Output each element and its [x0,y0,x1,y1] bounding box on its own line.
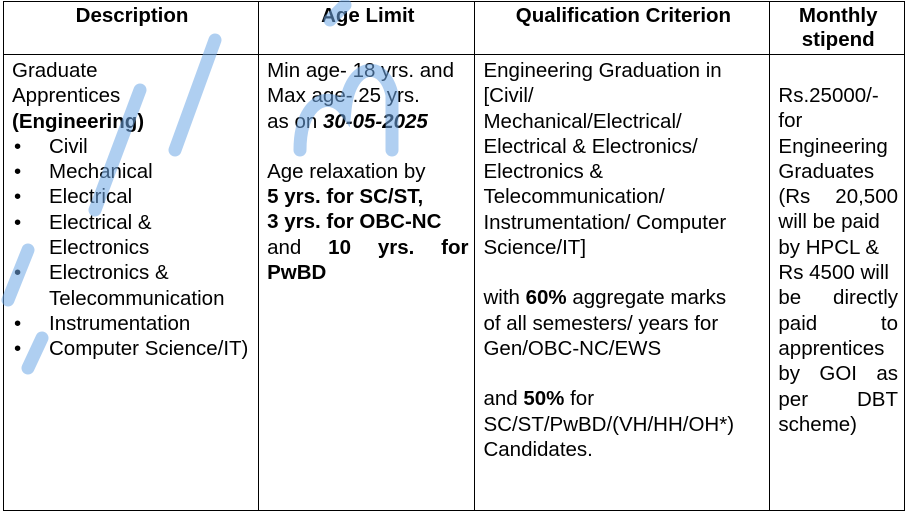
stipend-line: for [778,109,803,133]
age-max: Max age-.25 yrs. [267,84,420,108]
eligibility-table [3,1,905,511]
stipend-line: (Rs 20,500 [778,185,898,209]
header-qualification: Qualification Criterion [475,2,770,55]
qual-line6: Telecommunication/ [483,185,665,209]
qual-marks-line3: Gen/OBC-NC/EWS [483,336,662,360]
qual-line4: Electrical & Electronics/ [483,134,698,158]
stipend-line: by HPCL & [778,235,880,259]
qual-marks-reserved [483,386,763,411]
age-relax-pwbd [267,235,468,260]
age-relax-and: and [267,235,302,259]
qual-for-text: for [564,387,595,411]
description-category: (Engineering) [12,109,145,133]
branch-item: • Electronics & Telecommunication [12,260,252,311]
qual-pct-50: 50% [523,387,565,411]
age-min: Min age- 18 yrs. and [267,59,454,82]
header-description: Description [4,2,259,55]
qual-line8: Science/IT] [483,236,587,260]
qual-line5: Electronics & [483,160,604,184]
branch-item: • Computer Science/IT) [12,336,252,361]
qual-reserved-line3: Candidates. [483,437,593,461]
age-limit-cell [259,55,475,511]
stipend-line: per DBT [778,387,898,411]
age-relax-intro: Age relaxation by [267,159,426,183]
header-stipend: Monthly stipend [770,2,905,55]
branch-item: • Mechanical [12,159,252,184]
description-line1: Graduate [12,59,98,82]
age-relax-pwbd-cat: PwBD [267,261,327,285]
qual-line7: Instrumentation/ Computer [483,210,727,234]
stipend-line: by GOI as [778,362,898,386]
description-cell [4,55,259,511]
age-as-on-prefix: as on [267,109,323,133]
header-row [4,2,905,55]
qual-pct-60: 60% [525,286,567,310]
branch-item: • Civil [12,134,252,159]
age-relax-obc: 3 yrs. for OBC-NC [267,210,442,234]
qualification-cell [475,55,770,511]
description-line2: Apprentices [12,84,121,108]
age-relax-sc-st: 5 yrs. for SC/ST, [267,185,424,209]
age-as-on-date: 30-05-2025 [322,109,428,133]
stipend-line: will be paid [778,210,880,234]
stipend-line: be directly [778,286,898,310]
qual-line3: Mechanical/Electrical/ [483,109,682,133]
branch-item: • Electrical & Electronics [12,210,252,261]
qual-line1: Engineering Graduation in [483,59,722,82]
branch-list [12,134,252,362]
stipend-line: scheme) [778,412,858,436]
stipend-line: Rs.25000/- [778,84,879,107]
stipend-cell [770,55,905,511]
stipend-line: Graduates [778,159,875,183]
qual-reserved-line2: SC/ST/PwBD/(VH/HH/OH*) [483,412,735,436]
header-age-limit: Age Limit [259,2,475,55]
qual-marks-general [483,285,763,310]
qual-and-text: and [483,387,524,411]
age-relax-pwbd-years: 10 yrs. for [328,235,469,259]
age-as-on [267,109,468,134]
qual-marks-line2: of all semesters/ years for [483,311,719,335]
branch-item: • Instrumentation [12,311,252,336]
qual-with-text: with [483,286,526,310]
qual-line2: [Civil/ [483,84,534,108]
stipend-line: Rs 4500 will [778,261,889,285]
qual-marks-text: aggregate marks [566,286,727,310]
stipend-line: Engineering [778,134,888,158]
stipend-line: paid to [778,311,898,335]
stipend-line: apprentices [778,336,885,360]
body-row [4,55,905,511]
branch-item: • Electrical [12,184,252,209]
